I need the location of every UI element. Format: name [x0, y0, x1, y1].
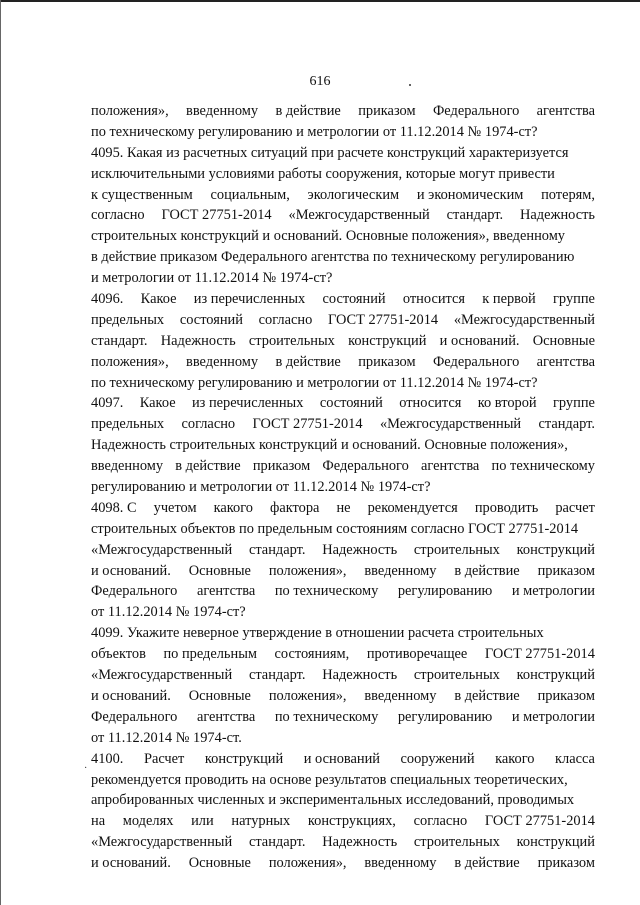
text-word: и экономическим — [416, 186, 524, 203]
text-word: и метрологии — [511, 708, 595, 725]
text-word: по техническому — [491, 458, 595, 475]
text-line — [91, 749, 595, 770]
text-word: в действие — [175, 458, 241, 475]
text-line: Надежность строительных конструкций и оснований. Основные положения», — [91, 437, 568, 454]
text-word: Надежность — [322, 541, 398, 558]
text-word: агентства — [196, 708, 256, 725]
text-line: и метрологии от 11.12.2014 № 1974-ст? — [91, 270, 333, 287]
text-word: введенному — [364, 562, 437, 579]
text-line — [91, 853, 595, 874]
text-line — [91, 393, 595, 414]
text-word: сооружений — [400, 750, 475, 767]
text-word: не — [336, 499, 351, 516]
text-word: экологическим — [307, 186, 400, 203]
text-word: конструкциях, — [307, 813, 396, 830]
text-line: от 11.12.2014 № 1974-ст? — [91, 604, 246, 621]
text-line — [91, 644, 595, 665]
text-word: из перечисленных — [191, 395, 304, 412]
text-word: 4097. — [91, 395, 124, 412]
text-word: положения», — [268, 855, 347, 872]
text-word: 4098. С — [91, 499, 137, 516]
text-word: «Межгосударственный — [91, 834, 233, 851]
page-number: 616 — [309, 74, 331, 89]
text-word: и оснований. — [91, 562, 171, 579]
text-word: относится — [402, 291, 465, 308]
text-word: Надежность — [322, 834, 398, 851]
text-word: регулированию — [397, 583, 493, 600]
text-word: Надежность — [520, 207, 595, 224]
text-word: стандарт. — [248, 834, 306, 851]
text-line — [91, 581, 595, 602]
text-line — [91, 832, 595, 853]
text-word: регулированию — [397, 708, 493, 725]
text-word: социальным, — [210, 186, 290, 203]
text-word: Федерального — [91, 708, 178, 725]
text-word: учетом — [153, 499, 197, 516]
text-line: по техническому регулированию и метрологии от 11.12.2014 № 1974-ст? — [91, 374, 538, 391]
text-line — [91, 811, 595, 832]
text-word: противоречащее — [366, 646, 468, 663]
text-word: агентства — [536, 353, 595, 370]
text-line — [91, 185, 595, 206]
text-word: Федерального — [432, 353, 520, 370]
text-word: 4096. — [91, 291, 124, 308]
text-line: 4095. Какая из расчетных ситуаций при расчете конструкций характеризуется — [91, 144, 569, 161]
text-word: класса — [555, 750, 595, 767]
text-word: конструкций — [348, 332, 427, 349]
scan-top-edge — [0, 0, 640, 2]
text-word: агентства — [421, 458, 480, 475]
text-word: к первой — [482, 291, 536, 308]
text-word: состояний — [319, 395, 383, 412]
text-word: состояний — [179, 311, 243, 328]
scan-speck — [409, 84, 411, 86]
text-word: по техническому — [274, 583, 379, 600]
text-word: какого — [495, 750, 535, 767]
text-word: ГОСТ 27751-2014 — [484, 646, 595, 663]
text-word: в действие — [454, 855, 520, 872]
text-word: приказом — [537, 687, 595, 704]
text-word: ГОСТ 27751-2014 — [252, 416, 363, 433]
text-word: Надежность — [322, 667, 398, 684]
text-word: предельных — [91, 311, 165, 328]
text-word: «Межгосударственный — [288, 207, 430, 224]
text-word: согласно — [181, 416, 236, 433]
margin-mark: · — [84, 763, 88, 774]
text-word: по предельным — [163, 646, 257, 663]
text-line: от 11.12.2014 № 1974-ст. — [91, 729, 242, 746]
text-word: положения», — [268, 562, 347, 579]
text-word: расчет — [555, 499, 595, 516]
text-word: Надежность — [160, 332, 236, 349]
text-word: ГОСТ 27751-2014 — [328, 311, 439, 328]
text-word: ГОСТ 27751-2014 — [161, 207, 272, 224]
text-word: Основные — [188, 562, 251, 579]
text-word: Какое — [140, 291, 177, 308]
text-line — [91, 289, 595, 310]
text-word: ко второй — [477, 395, 537, 412]
text-word: согласно — [91, 207, 145, 224]
text-line — [91, 561, 595, 582]
document-body — [91, 101, 595, 874]
text-line: строительных объектов по предельным состояниям согласно ГОСТ 27751-2014 — [91, 520, 579, 537]
text-line — [91, 310, 595, 331]
text-word: стандарт. — [91, 332, 148, 349]
text-line — [91, 665, 595, 686]
text-line — [91, 540, 595, 561]
text-word: и оснований. — [91, 855, 171, 872]
text-word: приказом — [537, 855, 595, 872]
text-word: «Межгосударственный — [379, 416, 522, 433]
text-line: 4099. Укажите неверное утверждение в отношении расчета строительных — [91, 625, 544, 642]
text-word: из перечисленных — [193, 291, 306, 308]
text-line: исключительными условиями работы сооружения, которые могут привести — [91, 165, 555, 182]
text-word: Федерального — [432, 103, 520, 119]
text-word: и оснований. — [91, 687, 171, 704]
text-word: и оснований. — [439, 332, 520, 349]
text-word: рекомендуется — [367, 499, 458, 516]
text-line — [91, 414, 595, 435]
text-word: стандарт. — [248, 541, 306, 558]
text-line — [91, 686, 595, 707]
text-word: введенному — [364, 855, 437, 872]
text-word: конструкций — [516, 541, 595, 558]
text-word: проводить — [474, 499, 539, 516]
text-word: положения», — [91, 103, 169, 119]
text-word: натурных — [231, 813, 291, 830]
text-line: в действие приказом Федерального агентства по техническому регулированию — [91, 249, 575, 266]
text-line — [91, 352, 595, 373]
text-word: положения», — [268, 687, 347, 704]
text-word: предельных — [91, 416, 165, 433]
text-line — [91, 101, 595, 122]
text-word: или — [191, 813, 214, 830]
text-word: Основные — [188, 687, 251, 704]
text-word: моделях — [122, 813, 174, 830]
text-word: конструкций — [516, 834, 595, 851]
text-word: строительных — [413, 541, 500, 558]
text-line: строительных конструкций и оснований. Основные положения», введенному — [91, 228, 565, 245]
text-word: введенному — [186, 103, 259, 119]
text-word: строительных — [413, 834, 500, 851]
text-word: согласно — [413, 813, 468, 830]
text-word: агентства — [536, 103, 595, 119]
text-word: приказом — [358, 353, 416, 370]
text-word: на — [91, 813, 106, 830]
text-line: апробированных численных и экспериментальных исследований, проводимых — [91, 792, 575, 809]
text-word: состояний — [322, 291, 386, 308]
text-word: приказом — [537, 562, 595, 579]
text-word: введенному — [91, 458, 164, 475]
text-word: 4100. — [91, 750, 124, 767]
text-word: Какое — [139, 395, 176, 412]
text-word: состояниям, — [274, 646, 350, 663]
text-word: введенному — [186, 353, 259, 370]
text-word: в действие — [275, 353, 341, 370]
text-word: Основные — [532, 332, 595, 349]
text-word: относится — [399, 395, 462, 412]
text-word: положения», — [91, 353, 169, 370]
text-word: Расчет — [143, 750, 185, 767]
text-word: стандарт. — [538, 416, 595, 433]
text-word: группе — [553, 395, 595, 412]
text-word: стандарт. — [446, 207, 504, 224]
text-word: в действие — [454, 687, 520, 704]
text-line — [91, 331, 595, 352]
text-word: «Межгосударственный — [91, 541, 233, 558]
text-word: и оснований — [303, 750, 380, 767]
text-word: приказом — [252, 458, 311, 475]
text-word: стандарт. — [248, 667, 306, 684]
text-word: ГОСТ 27751-2014 — [484, 813, 595, 830]
text-word: к существенным — [91, 186, 193, 203]
text-word: Основные — [188, 855, 251, 872]
text-word: потерям, — [541, 186, 595, 203]
text-word: фактора — [270, 499, 320, 516]
text-word: согласно — [258, 311, 313, 328]
text-word: агентства — [196, 583, 256, 600]
text-line — [91, 456, 595, 477]
scan-left-edge — [0, 0, 1, 905]
text-word: «Межгосударственный — [91, 667, 233, 684]
text-line: рекомендуется проводить на основе результатов специальных теоретических, — [91, 771, 568, 788]
text-word: группе — [553, 291, 595, 308]
text-word: в действие — [275, 103, 341, 119]
text-line: по техническому регулированию и метрологии от 11.12.2014 № 1974-ст? — [91, 123, 538, 140]
text-word: «Межгосударственный — [453, 311, 595, 328]
text-word: конструкций — [204, 750, 284, 767]
text-word: строительных — [413, 667, 500, 684]
text-word: какого — [213, 499, 253, 516]
text-line: регулированию и метрологии от 11.12.2014 № 1974-ст? — [91, 479, 431, 496]
text-word: введенному — [364, 687, 437, 704]
text-word: конструкций — [516, 667, 595, 684]
text-line — [91, 205, 595, 226]
text-word: и метрологии — [511, 583, 595, 600]
text-word: в действие — [454, 562, 520, 579]
text-word: строительных — [248, 332, 335, 349]
text-word: объектов — [91, 646, 146, 663]
text-word: приказом — [358, 103, 416, 119]
text-word: Федерального — [91, 583, 178, 600]
text-line — [91, 498, 595, 519]
text-line — [91, 707, 595, 728]
text-word: Федерального — [322, 458, 409, 475]
text-word: по техническому — [274, 708, 379, 725]
